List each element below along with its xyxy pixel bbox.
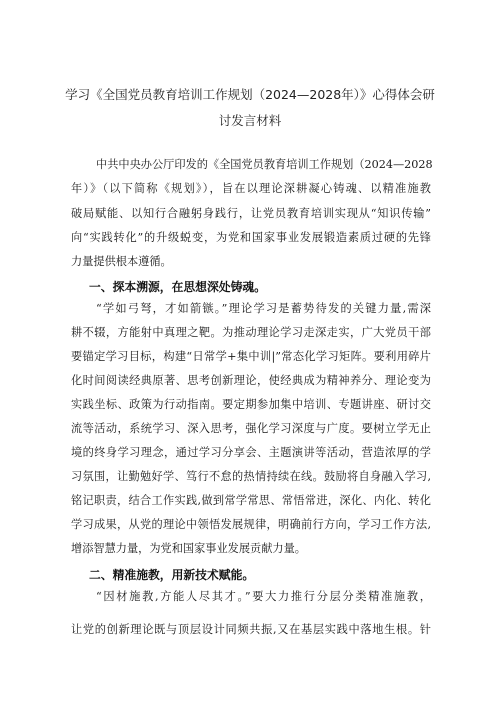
intro-line-1: 中共中央办公厅印发的《全国党员教育培训工作规划（2024—2028	[96, 158, 433, 171]
section1-line-9: 铭记职责，结合工作实践,做到常学常思、常悟常进，深化、内化、转化	[71, 494, 431, 507]
section1-line-4: 化时间阅读经典原著、思考创新理论，使经典成为精神养分、理论变为	[71, 374, 431, 387]
section1-line-10: 学习成果，从党的理论中领悟发展规律，明确前行方向，学习工作方法,	[71, 518, 431, 531]
section1-line-6: 流等活动，系统学习、深入思考，强化学习深度与广度。要树立学无止	[71, 422, 431, 435]
section-heading-1: 一、探本溯源，在思想深处铸魂。	[89, 280, 266, 294]
intro-line-4: 向“实践转化”的升级蜕变，为党和国家事业发展锻造素质过硬的先锋	[71, 231, 431, 244]
section1-line-7: 境的终身学习理念，通过学习分享会、主题演讲等活动，营造浓厚的学	[71, 446, 431, 459]
section1-line-1: “学如弓弩，才如箭镞。”理论学习是蓄势待发的关键力量,需深	[96, 302, 431, 315]
section2-line-1: “因材施教,方能人尽其才。”要大力推行分层分类精准施教，	[96, 590, 431, 603]
section1-line-11: 增添智慧力量，为党和国家事业发展贡献力量。	[71, 542, 306, 555]
intro-line-2: 年）》（以下简称《规划》），旨在以理论深耕凝心铸魂、以精准施教	[71, 182, 431, 195]
section1-line-2: 耕不辍，方能射中真理之靶。为推动理论学习走深走实，广大党员干部	[71, 326, 431, 339]
title-line-2: 讨发言材料	[218, 113, 282, 128]
intro-line-5: 力量提供根本遵循。	[71, 255, 172, 268]
section1-line-5: 实践坐标、政策为行动指南。要定期参加集中培训、专题讲座、研讨交	[71, 398, 431, 411]
section1-line-8: 习氛围，让勤勉好学、笃行不怠的热情持续在线。鼓励将自身融入学习,	[71, 470, 431, 483]
title-line-1: 学习《全国党员教育培训工作规划（2024—2028年）》心得体会研	[65, 87, 435, 102]
section1-line-3: 要锚定学习目标，构建“日常学+集中训|”常态化学习矩阵。要利用碎片	[71, 350, 431, 363]
section-heading-2: 二、精准施教，用新技术赋能。	[89, 568, 255, 582]
document-title	[40, 82, 460, 134]
intro-line-3: 破局赋能、以知行合融躬身践行，让党员教育培训实现从“知识传输”	[71, 207, 431, 220]
section2-line-2: 让党的创新理论既与顶层设计同频共振,又在基层实践中落地生根。针	[71, 623, 431, 636]
